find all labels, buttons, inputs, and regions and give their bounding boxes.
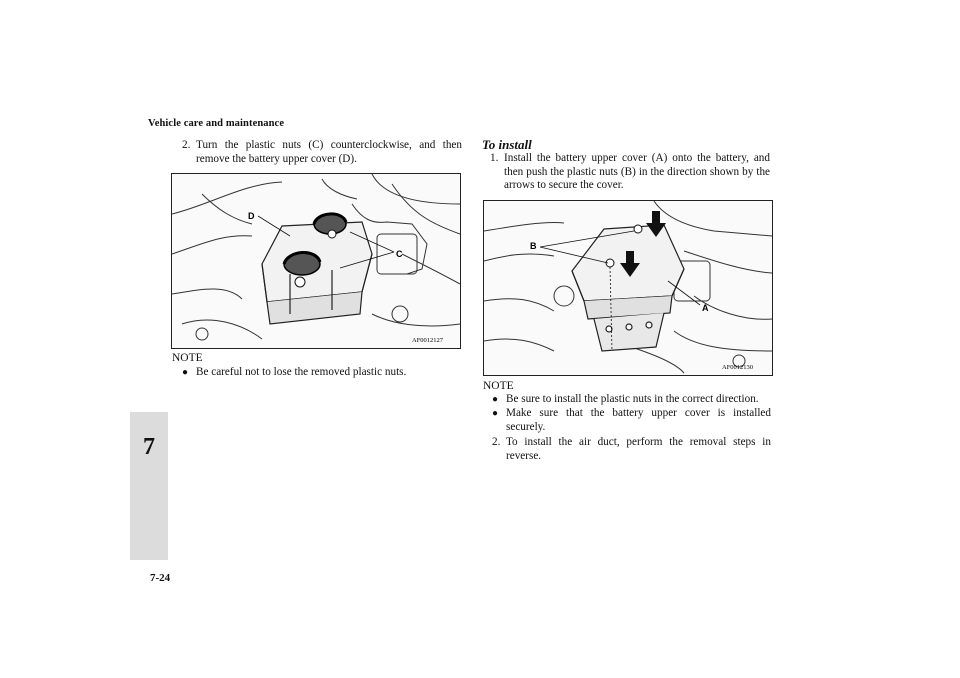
figure-code: AF0012127 — [412, 337, 444, 344]
engine-bay-illustration — [484, 201, 772, 375]
figure-label-d: D — [248, 211, 255, 221]
step-text: Turn the plastic nuts (C) counterclockwise, and then remove the battery upper cover (D). — [196, 139, 462, 165]
figure-label-b: B — [530, 241, 537, 251]
step-text: Install the battery upper cover (A) onto the battery, and then push the plastic nuts (B) in the direction shown by the arrows to secure the cover. — [504, 152, 770, 192]
note-bullet — [492, 407, 771, 435]
figure-install-cover — [483, 200, 773, 376]
step-number: 2. — [182, 139, 191, 151]
right-step-1 — [490, 152, 770, 196]
section-heading-to-install: To install — [482, 137, 532, 152]
section-header: Vehicle care and maintenance — [148, 118, 285, 129]
engine-bay-illustration — [172, 174, 460, 348]
note-bullet — [182, 366, 462, 380]
figure-label-c: C — [396, 249, 403, 259]
bullet-icon: ● — [492, 408, 499, 419]
note-text: Be sure to install the plastic nuts in the correct direction. — [506, 393, 759, 405]
step-number: 2. — [492, 436, 501, 448]
bullet-icon: ● — [182, 367, 189, 378]
note-label: NOTE — [483, 380, 514, 392]
note-text: Make sure that the battery upper cover is installed securely. — [506, 407, 771, 433]
right-step-2 — [492, 436, 771, 466]
bullet-icon: ● — [492, 394, 499, 405]
note-text: Be careful not to lose the removed plastic nuts. — [196, 366, 407, 378]
chapter-tab-number: 7 — [143, 434, 155, 460]
step-text: To install the air duct, perform the removal steps in reverse. — [506, 436, 771, 462]
page-number: 7-24 — [150, 572, 171, 584]
figure-code: AF0012130 — [722, 364, 754, 371]
figure-label-a: A — [702, 303, 709, 313]
note-bullet — [492, 393, 771, 407]
figure-remove-cover — [171, 173, 461, 349]
note-label: NOTE — [172, 352, 203, 364]
step-number: 1. — [490, 152, 499, 164]
left-step-2 — [182, 139, 462, 169]
